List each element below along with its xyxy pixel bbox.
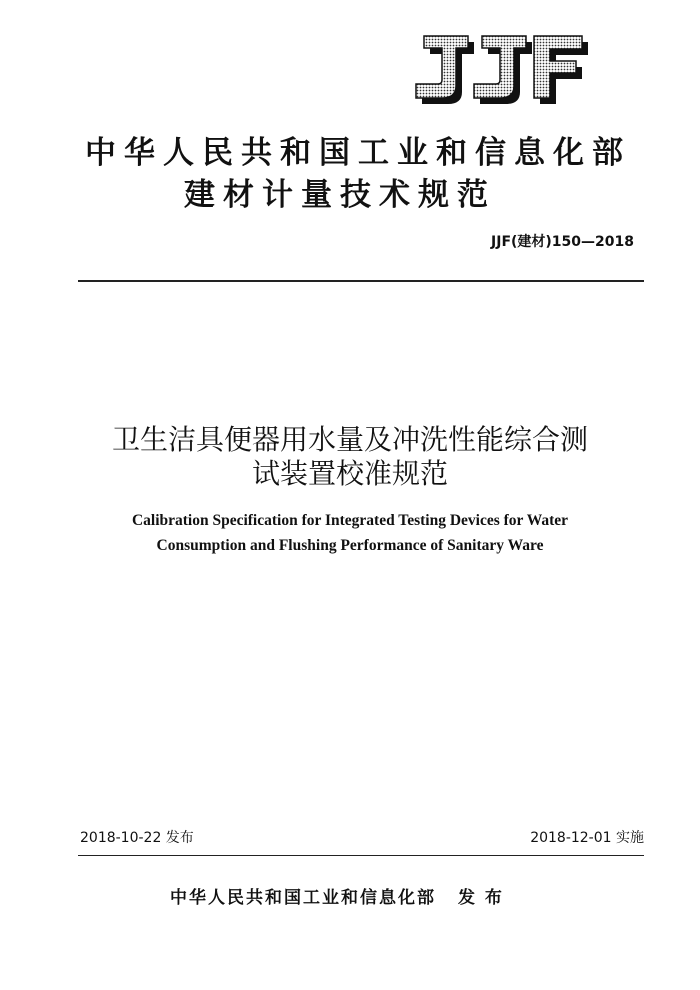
issue-date: 2018-10-22 发布	[80, 830, 194, 846]
title-english-line1: Calibration Specification for Integrated Testing Devices for Water	[131, 512, 569, 529]
publisher-name: 中华人民共和国工业和信息化部	[170, 888, 436, 908]
title-english-line2: Consumption and Flushing Performance of Sanitary Ware	[156, 537, 544, 554]
jjf-logo	[410, 32, 590, 106]
implementation-date: 2018-12-01 实施	[530, 830, 644, 846]
issuer-ministry: 中华人民共和国工业和信息化部	[85, 135, 631, 171]
jjf-logo-graphic	[410, 32, 590, 106]
publisher	[170, 883, 504, 908]
bottom-divider	[78, 855, 644, 856]
top-divider	[78, 280, 644, 282]
title-chinese-line2: 试装置校准规范	[251, 457, 448, 490]
title-chinese-line1: 卫生洁具便器用水量及冲洗性能综合测	[111, 423, 588, 456]
issuer-spec-category: 建材计量技术规范	[184, 177, 496, 213]
standard-code: JJF(建材)150—2018	[491, 234, 634, 250]
publish-action: 发 布	[458, 888, 504, 908]
